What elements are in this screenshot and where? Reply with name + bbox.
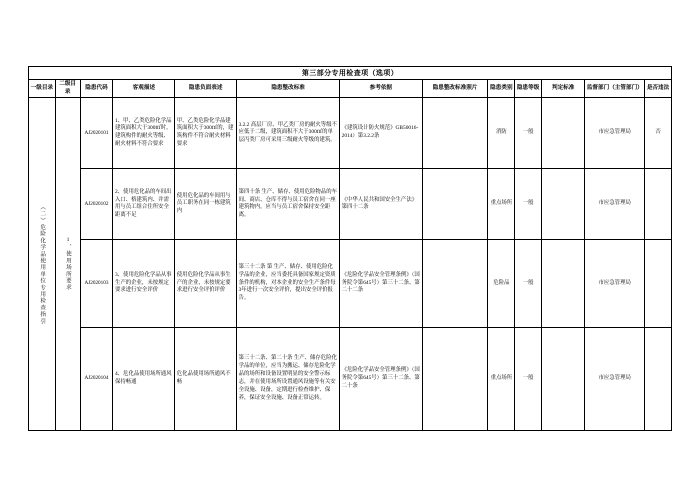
header-negative: 隐患负面表述 xyxy=(175,80,237,98)
row-photo xyxy=(422,327,488,431)
row-department: 市应急管理局 xyxy=(585,327,645,431)
row-department: 市应急管理局 xyxy=(585,98,645,169)
row-photo xyxy=(422,240,488,327)
row-objective: 3、使用危险化学品从事生产的企业，未按规定要求进行安全评价 xyxy=(113,240,175,327)
header-department: 监督部门（主管部门） xyxy=(585,80,645,98)
header-level2: 二级目录 xyxy=(55,80,80,98)
header-photo: 隐患整改标准照片 xyxy=(422,80,488,98)
table-row xyxy=(29,98,672,169)
banner-title: 第三部分专用检查项（选项） xyxy=(29,67,672,80)
row-grade: 一般 xyxy=(515,98,542,169)
row-illegal xyxy=(645,169,672,240)
header-level1: 一级目录 xyxy=(29,80,56,98)
row-standard: 第三十二条、第二十条 生产、储存危险化学品的单位，应当为搬运、储存危险化学品的场所和设备设置明显的安全警示标志，并在使用场所设置通风设施等有关安全设施、设备，定期进行检查维护、保养，保证安全设施、设备正常运转。 xyxy=(237,327,340,431)
row-standard: 3.2.2 高层厂房、甲乙类厂房的耐火等级不应低于二级，建筑面积不大于300㎡的单层丙类厂房可采用三级耐火等级的建筑。 xyxy=(237,98,340,169)
row-category: 消防 xyxy=(488,98,515,169)
row-criteria xyxy=(542,169,585,240)
row-code: AJ2020102 xyxy=(80,169,113,240)
row-negative: 使用危险化学品从事生产的企业，未按规定要求进行安全评价评价 xyxy=(175,240,237,327)
header-criteria: 判定标准 xyxy=(542,80,585,98)
row-reference: 《建筑设计防火规范》GB50016-2014）第3.2.2条 xyxy=(340,98,422,169)
row-category: 重点场所 xyxy=(488,169,515,240)
inspection-table xyxy=(28,66,672,431)
row-criteria xyxy=(542,240,585,327)
row-grade: 一般 xyxy=(515,169,542,240)
header-standard: 隐患整改标准 xyxy=(237,80,340,98)
row-grade: 一般 xyxy=(515,240,542,327)
row-department: 市应急管理局 xyxy=(585,169,645,240)
row-standard: 第四十条 生产、储存、使用危险物品的车间、商店、仓库不得与员工宿舍在同一座建筑物内，应当与员工宿舍保持安全距离。 xyxy=(237,169,340,240)
row-reference: 《危险化学品安全管理条例》（国务院令第645号）第三十二条、第二十二条 xyxy=(340,240,422,327)
table-row xyxy=(29,169,672,240)
row-category: 危险品 xyxy=(488,240,515,327)
table-header-row xyxy=(29,80,672,98)
level1-text: （二）危险化学品使用单位专用检查指引 xyxy=(39,203,46,325)
table-row xyxy=(29,240,672,327)
row-criteria xyxy=(542,98,585,169)
table-row xyxy=(29,327,672,431)
row-objective: 4、危化品使用场所通风保持畅通 xyxy=(113,327,175,431)
row-grade: 一般 xyxy=(515,327,542,431)
row-reference: 《中华人民共和国安全生产法》第四十二条 xyxy=(340,169,422,240)
level1-label xyxy=(29,98,56,431)
row-photo xyxy=(422,98,488,169)
row-criteria xyxy=(542,327,585,431)
row-negative: 甲、乙类危险化学品建筑面积大于300㎡的，建筑构件不符合耐火材料要求 xyxy=(175,98,237,169)
table-banner-row xyxy=(29,67,672,80)
row-reference: 《危险化学品安全管理条例》（国务院令第645号）第三十二条、第二十条 xyxy=(340,327,422,431)
row-code: AJ2020104 xyxy=(80,327,113,431)
level2-text: 1、使用场所要求 xyxy=(64,237,71,292)
row-code: AJ2020103 xyxy=(80,240,113,327)
header-reference: 参考依据 xyxy=(340,80,422,98)
header-grade: 隐患等级 xyxy=(515,80,542,98)
level2-label xyxy=(55,98,80,431)
header-code: 隐患代码 xyxy=(80,80,113,98)
header-category: 隐患类别 xyxy=(488,80,515,98)
row-photo xyxy=(422,169,488,240)
row-illegal: 否 xyxy=(645,98,672,169)
row-objective: 2、使用危化品的车间出入口、格建筑内、并需用与员工组合住所安全距离不足 xyxy=(113,169,175,240)
row-negative: 危化品使用场所通风不畅 xyxy=(175,327,237,431)
row-department: 市应急管理局 xyxy=(585,240,645,327)
header-illegal: 是否违法 xyxy=(645,80,672,98)
row-category: 重点场所 xyxy=(488,327,515,431)
row-objective: 1、甲、乙类危险化学品建筑面积大于300㎡时，建筑构件的耐火等级、耐火材料不符合要求 xyxy=(113,98,175,169)
row-illegal xyxy=(645,240,672,327)
row-negative: 使用危化品的车间用与员工职务在同一栋建筑内 xyxy=(175,169,237,240)
row-illegal xyxy=(645,327,672,431)
header-objective: 客观描述 xyxy=(113,80,175,98)
row-standard: 第三十二条 第 生产、储存、使用危险化学品的企业，应当委托具备国家规定资质条件的机构，对本企业的安全生产条件每3年进行一次安全评价，提出安全评价报告。 xyxy=(237,240,340,327)
row-code: AJ2020101 xyxy=(80,98,113,169)
